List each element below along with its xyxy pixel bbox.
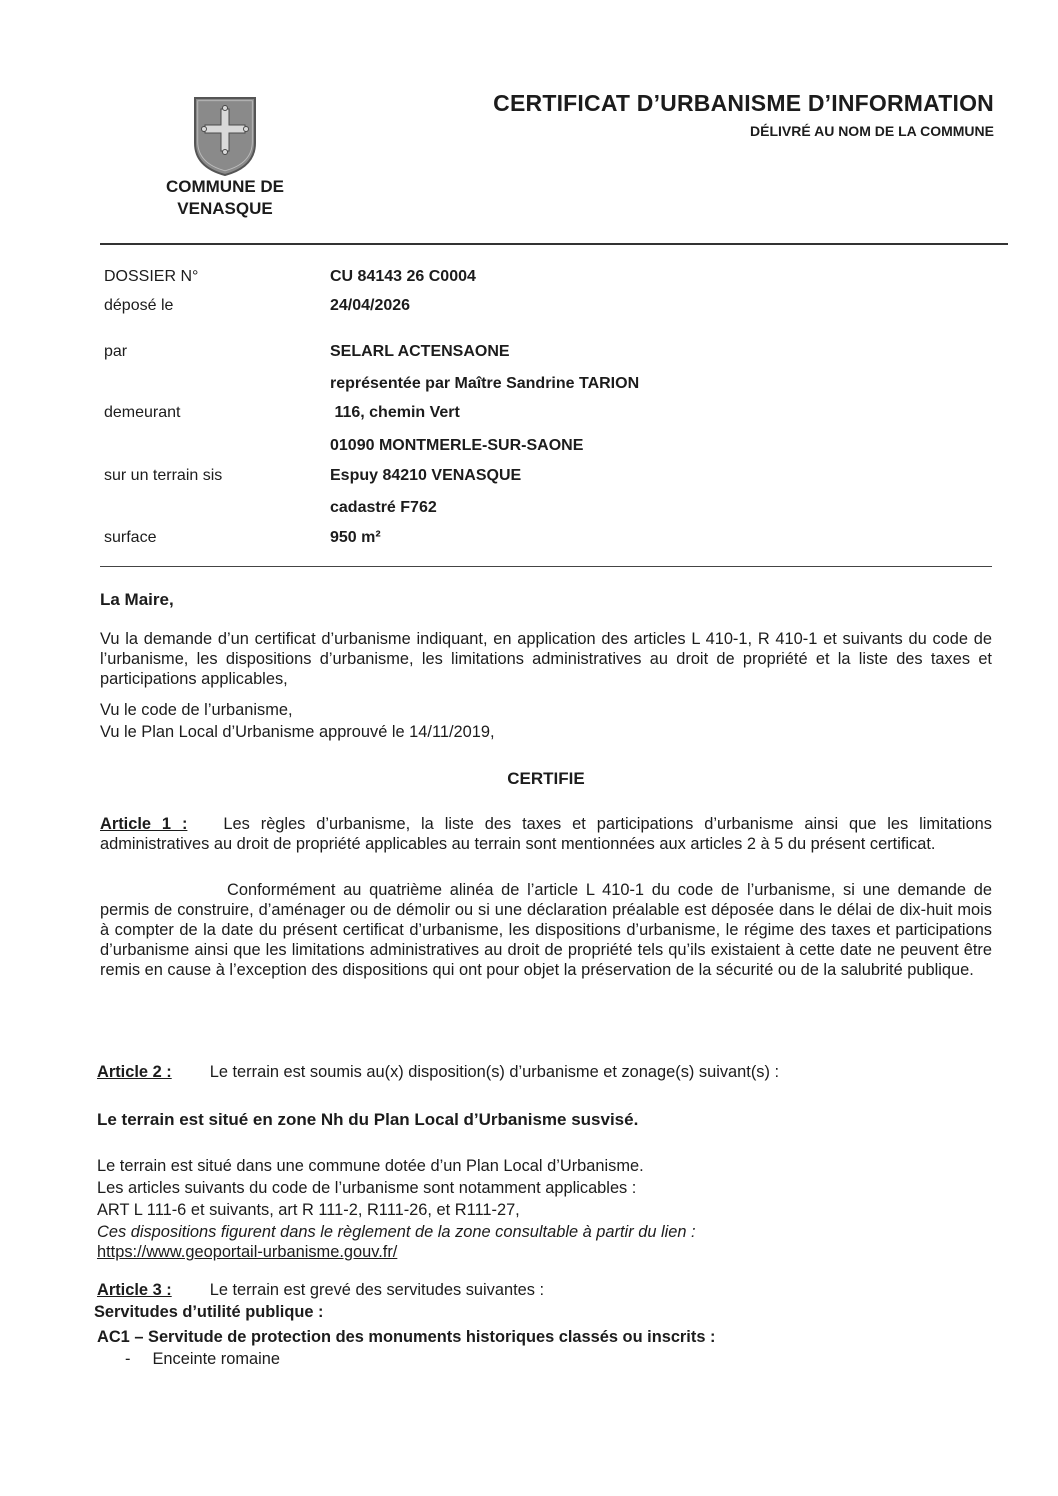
- certifie-heading: CERTIFIE: [507, 769, 585, 788]
- plu-line-3: ART L 111-6 et suivants, art R 111-2, R111-26, et R111-27,: [97, 1201, 520, 1219]
- maire-heading: La Maire,: [100, 590, 174, 609]
- document-subtitle: DÉLIVRÉ AU NOM DE LA COMMUNE: [750, 123, 994, 139]
- document-title: CERTIFICAT D’URBANISME D’INFORMATION: [493, 90, 994, 116]
- commune-crest-logo: [192, 95, 258, 177]
- dossier-label: sur un terrain sis: [104, 467, 223, 484]
- article-3: [97, 1280, 989, 1300]
- dossier-label: déposé le: [104, 297, 174, 314]
- article-1-label: Article 1 :: [100, 815, 188, 833]
- dossier-value: cadastré F762: [330, 499, 437, 516]
- dossier-value: 24/04/2026: [330, 297, 411, 314]
- dossier-label: DOSSIER N°: [104, 268, 199, 285]
- ac1-heading: AC1 – Servitude de protection des monuments historiques classés ou inscrits :: [97, 1328, 716, 1346]
- servitudes-heading: Servitudes d’utilité publique :: [94, 1303, 324, 1321]
- dossier-label: surface: [104, 529, 157, 546]
- dossier-value: 116, chemin Vert: [330, 404, 460, 421]
- dossier-divider: [100, 566, 992, 567]
- dossier-row: [0, 343, 1058, 367]
- dossier-row: [0, 529, 1058, 553]
- bullet-item: [125, 1349, 525, 1369]
- bullet-dash: -: [125, 1350, 131, 1368]
- dossier-value: CU 84143 26 C0004: [330, 268, 476, 285]
- dossier-value: SELARL ACTENSAONE: [330, 343, 510, 360]
- dossier-row: [0, 375, 1058, 399]
- article-2: [97, 1062, 989, 1082]
- vu-code: Vu le code de l’urbanisme,: [100, 701, 293, 719]
- dossier-label: demeurant: [104, 404, 181, 421]
- article-1-text: Les règles d’urbanisme, la liste des taxes et participations d’urbanisme ainsi que les limitations administratives au droit de propriété applicables au terrain sont mentionnées aux articles 2 à 5 du présent certificat.: [100, 815, 992, 853]
- article-1: [100, 814, 992, 854]
- dossier-value: Espuy 84210 VENASQUE: [330, 467, 522, 484]
- commune-line1: COMMUNE DE: [165, 177, 285, 196]
- dossier-row: [0, 467, 1058, 491]
- plu-line-1: Le terrain est situé dans une commune dotée d’un Plan Local d’Urbanisme.: [97, 1157, 644, 1175]
- article-3-label: Article 3 :: [97, 1281, 172, 1299]
- vu-demande: Vu la demande d’un certificat d’urbanisme indiquant, en application des articles L 410-1, R 410-1 et suivants du code de l’urbanisme, les dispositions d’urbanisme, les limitations administratives au droit de propriété et la liste des taxes et participations applicables,: [100, 630, 992, 688]
- commune-line2: VENASQUE: [177, 199, 273, 218]
- dossier-row: [0, 437, 1058, 461]
- dossier-value: 01090 MONTMERLE-SUR-SAONE: [330, 437, 584, 454]
- geoportail-link[interactable]: https://www.geoportail-urbanisme.gouv.fr/: [97, 1243, 398, 1261]
- article-1-paragraph-2: Conformément au quatrième alinéa de l’article L 410-1 du code de l’urbanisme, si une demande de permis de construire, d’aménager ou de démolir ou si une déclaration préalable est déposée dans le délai de dix-huit mois à compter de la date du présent certificat d’urbanisme, les dispositions d’urbanisme, le régime des taxes et participations d’urbanisme ainsi que les limitations administratives au droit de propriété tels qu’ils existaient à cette date ne peuvent être remis en cause à l’exception des dispositions qui ont pour objet la préservation de la sécurité ou de la salubrité publique.: [100, 881, 992, 979]
- bullet-text: Enceinte romaine: [152, 1350, 281, 1368]
- dossier-row: [0, 268, 1058, 292]
- dossier-row: [0, 499, 1058, 523]
- commune-name: [140, 176, 310, 220]
- dossier-value: 950 m²: [330, 529, 381, 546]
- vu-plu: Vu le Plan Local d’Urbanisme approuvé le 14/11/2019,: [100, 723, 495, 741]
- plu-line-2: Les articles suivants du code de l’urbanisme sont notamment applicables :: [97, 1179, 637, 1197]
- dossier-row: [0, 297, 1058, 321]
- article-2-text: Le terrain est soumis au(x) disposition(s) d’urbanisme et zonage(s) suivant(s) :: [209, 1063, 780, 1081]
- dossier-value: représentée par Maître Sandrine TARION: [330, 375, 640, 392]
- plu-line-4: Ces dispositions figurent dans le règlement de la zone consultable à partir du lien :: [97, 1223, 696, 1241]
- dossier-row: [0, 404, 1058, 428]
- zone-statement: Le terrain est situé en zone Nh du Plan Local d’Urbanisme susvisé.: [97, 1110, 639, 1129]
- dossier-label: par: [104, 343, 128, 360]
- article-3-text: Le terrain est grevé des servitudes suivantes :: [209, 1281, 545, 1299]
- article-2-label: Article 2 :: [97, 1063, 172, 1081]
- header-divider: [100, 243, 1008, 245]
